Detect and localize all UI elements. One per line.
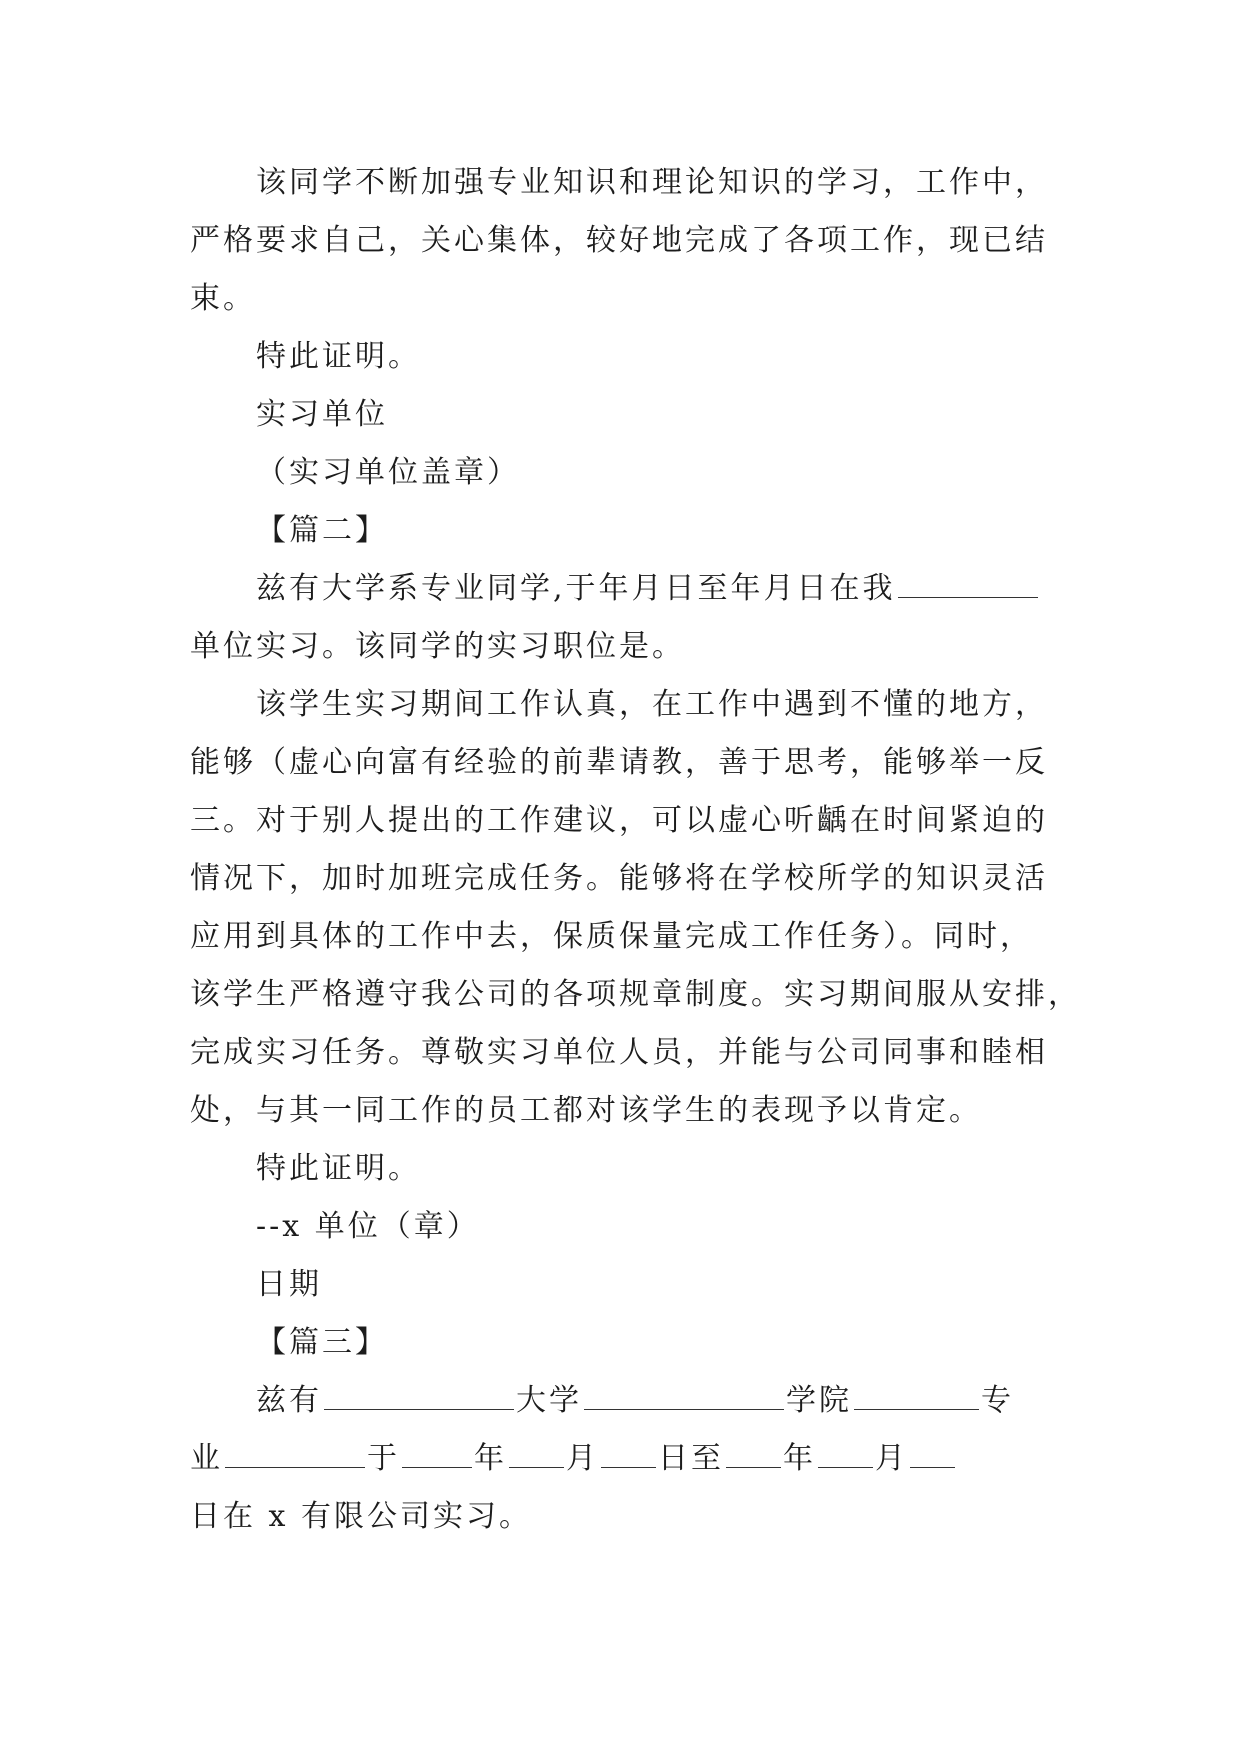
stamp-label: （实习单位盖章）: [256, 455, 520, 490]
paragraph-line: 该学生实习期间工作认真，在工作中遇到不懂的地方，: [256, 687, 1048, 722]
paragraph-line: 束。: [190, 281, 256, 316]
unit-label: 实习单位: [256, 397, 388, 432]
certify-text: 特此证明。: [256, 339, 421, 374]
paragraph-line: 严格要求自己，关心集体，较好地完成了各项工作，现已结: [190, 223, 1048, 258]
paragraph-line: 能够（虚心向富有经验的前辈请教，善于思考，能够举一反: [190, 745, 1048, 780]
fill-blank: [402, 1437, 472, 1468]
fill-blank: [509, 1437, 564, 1468]
paragraph-line: 完成实习任务。尊敬实习单位人员，并能与公司同事和睦相: [190, 1035, 1048, 1070]
paragraph-text: 兹有: [256, 1383, 322, 1418]
fill-blank: [601, 1437, 656, 1468]
paragraph-line: 应用到具体的工作中去，保质保量完成工作任务）。同时，: [190, 919, 1033, 954]
paragraph-line: 单位实习。该同学的实习职位是。: [190, 629, 685, 664]
section-heading: 【篇二】: [256, 513, 388, 548]
paragraph-line: 日在 x 有限公司实习。: [190, 1499, 532, 1534]
unit-stamp-label: --x 单位（章）: [256, 1209, 480, 1244]
paragraph-text: 学院: [786, 1383, 852, 1418]
section-heading: 【篇三】: [256, 1325, 388, 1360]
date-label: 日期: [256, 1267, 322, 1302]
paragraph-text: 于: [367, 1441, 400, 1476]
certify-text: 特此证明。: [256, 1151, 421, 1186]
fill-blank: [225, 1437, 365, 1468]
paragraph-line: 处，与其一同工作的员工都对该学生的表现予以肯定。: [190, 1093, 982, 1128]
fill-blank: [854, 1379, 979, 1410]
paragraph-text: 大学: [516, 1383, 582, 1418]
paragraph-line: [190, 560, 1070, 618]
paragraph-text: 业: [190, 1441, 223, 1476]
paragraph-line: 情况下，加时加班完成任务。能够将在学校所学的知识灵活: [190, 861, 1048, 896]
fill-blank: [910, 1437, 955, 1468]
paragraph-line: 该学生严格遵守我公司的各项规章制度。实习期间服从安排，: [190, 977, 1081, 1012]
paragraph-line: 三。对于别人提出的工作建议，可以虚心听齲在时间紧迫的: [190, 803, 1048, 838]
paragraph-text: 兹有大学系专业同学,于年月日至年月日在我: [256, 571, 896, 606]
paragraph-text: 月: [875, 1441, 908, 1476]
fill-blank: [324, 1379, 514, 1410]
paragraph-line: [190, 1372, 1070, 1430]
fill-blank: [584, 1379, 784, 1410]
paragraph-text: 日至: [658, 1441, 724, 1476]
document-body: [190, 154, 1081, 1546]
paragraph-text: 年: [783, 1441, 816, 1476]
fill-blank: [726, 1437, 781, 1468]
paragraph-text: 专: [981, 1383, 1014, 1418]
fill-blank: [818, 1437, 873, 1468]
fill-blank: [898, 567, 1038, 598]
paragraph-line: [190, 1430, 1070, 1488]
paragraph-text: 月: [566, 1441, 599, 1476]
paragraph-text: 年: [474, 1441, 507, 1476]
paragraph-line: 该同学不断加强专业知识和理论知识的学习，工作中，: [256, 165, 1048, 200]
